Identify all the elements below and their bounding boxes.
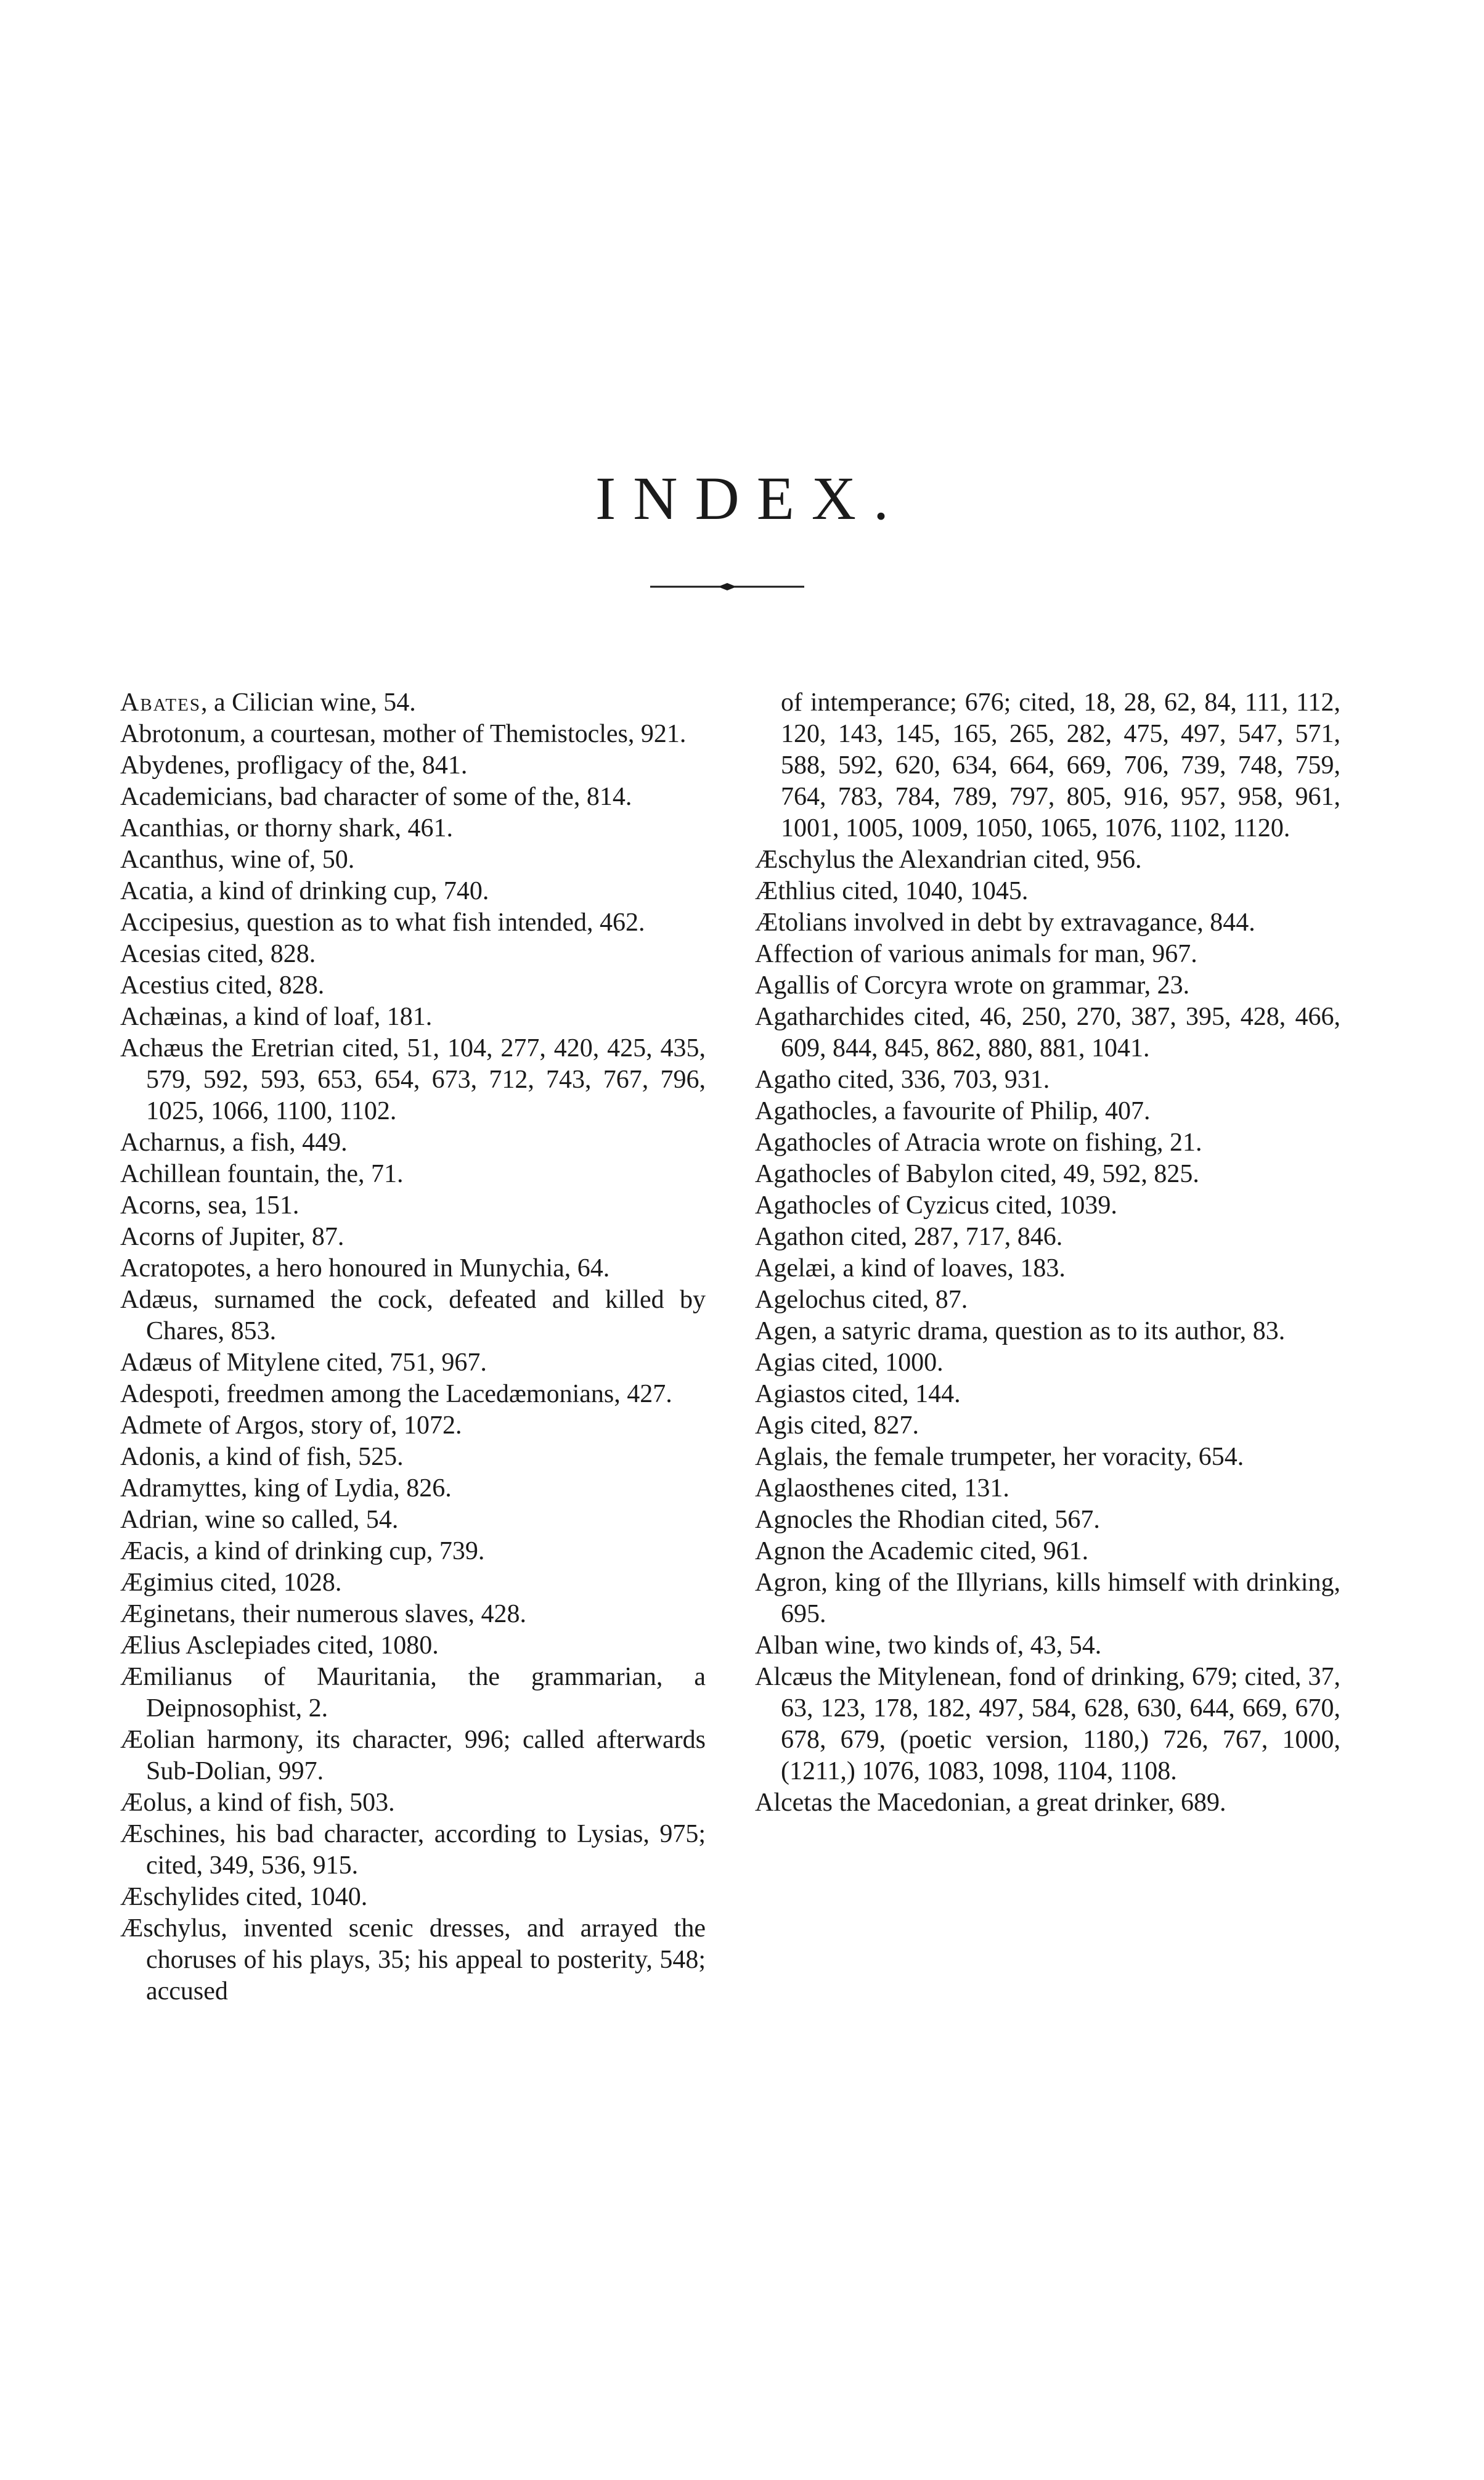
index-entry bbox=[755, 1410, 1340, 1442]
index-entry bbox=[755, 876, 1340, 907]
index-entry-text: Acharnus, a fish, 449. bbox=[120, 1128, 348, 1157]
index-entry-text: of intemperance; 676; cited, 18, 28, 62, 84, 111, 112, 120, 143, 145, 165, 265, 282, 475, 497, 547, 571, 588, 592, 620, 634, 664, 669, 706, 739, 748, 759, 764, 783, 784, 789, 797, 805, 916, 957, 958, 961, 1001, 1005, 1009, 1050, 1065, 1076, 1102, 1120. bbox=[781, 688, 1340, 842]
page-title: INDEX. bbox=[595, 464, 907, 532]
index-entry-text: Acratopotes, a hero honoured in Munychia, 64. bbox=[120, 1254, 610, 1283]
index-entry-text: Agathocles, a favourite of Philip, 407. bbox=[755, 1097, 1151, 1125]
index-entry bbox=[755, 907, 1340, 939]
index-entry-text: Agis cited, 827. bbox=[755, 1411, 919, 1440]
index-entry-text: Alcæus the Mitylenean, fond of drinking, 679; cited, 37, 63, 123, 178, 182, 497, 584, 628, 630, 644, 669, 670, 678, 679, (poetic version, 1180,) 726, 767, 1000, (1211,) 1076, 1083, 1098, 1104, 1108. bbox=[755, 1663, 1340, 1785]
index-entry bbox=[755, 1442, 1340, 1473]
index-entry-text: Acesias cited, 828. bbox=[120, 940, 316, 968]
index-entry bbox=[755, 1536, 1340, 1567]
index-entry-text: Acestius cited, 828. bbox=[120, 971, 325, 1000]
index-entry-text: Alcetas the Macedonian, a great drinker, 689. bbox=[755, 1789, 1226, 1817]
index-entry bbox=[755, 1190, 1340, 1222]
index-entry bbox=[120, 1599, 706, 1630]
index-entry-text: Agnon the Academic cited, 961. bbox=[755, 1537, 1089, 1565]
index-entry-text: , a Cilician wine, 54. bbox=[200, 688, 416, 717]
index-column-left bbox=[120, 687, 706, 2007]
index-entry-text: Acanthias, or thorny shark, 461. bbox=[120, 814, 454, 842]
index-entry bbox=[755, 1662, 1340, 1787]
index-entry-text: Abydenes, profligacy of the, 841. bbox=[120, 751, 468, 780]
title-divider-ornament bbox=[650, 585, 804, 589]
index-entry bbox=[755, 1473, 1340, 1504]
index-entry-text: Æolian harmony, its character, 996; called afterwards Sub-Dolian, 997. bbox=[120, 1726, 706, 1785]
index-entry-text: Æmilianus of Mauritania, the grammarian, a Deipnosophist, 2. bbox=[120, 1663, 706, 1723]
index-entry bbox=[755, 1347, 1340, 1379]
index-entry bbox=[120, 750, 706, 781]
index-entry-text: Acatia, a kind of drinking cup, 740. bbox=[120, 877, 489, 905]
index-entry bbox=[120, 813, 706, 844]
index-entry-text: Agias cited, 1000. bbox=[755, 1348, 944, 1377]
index-entry-text: Achillean fountain, the, 71. bbox=[120, 1160, 404, 1188]
index-entry-text: Adæus, surnamed the cock, defeated and killed by Chares, 853. bbox=[120, 1286, 706, 1345]
index-entry bbox=[120, 1504, 706, 1536]
index-entry bbox=[755, 1064, 1340, 1096]
index-entry-text: Aglaosthenes cited, 131. bbox=[755, 1474, 1009, 1503]
index-entry-text: Acanthus, wine of, 50. bbox=[120, 846, 355, 874]
index-entry-text: Agathon cited, 287, 717, 846. bbox=[755, 1223, 1063, 1251]
index-entry bbox=[120, 1787, 706, 1819]
index-entry-text: Æthlius cited, 1040, 1045. bbox=[755, 877, 1029, 905]
index-entry-text: Acorns of Jupiter, 87. bbox=[120, 1223, 344, 1251]
index-entry bbox=[120, 1819, 706, 1882]
index-entry bbox=[755, 1001, 1340, 1064]
index-entry-text: Achæinas, a kind of loaf, 181. bbox=[120, 1003, 433, 1031]
index-entry bbox=[120, 1724, 706, 1787]
index-entry-text: Agron, king of the Illyrians, kills himself with drinking, 695. bbox=[755, 1568, 1340, 1628]
index-entry bbox=[120, 1001, 706, 1033]
index-entry-text: Adrian, wine so called, 54. bbox=[120, 1506, 399, 1534]
index-entry bbox=[755, 1127, 1340, 1159]
index-entry bbox=[120, 1882, 706, 1913]
index-column-right bbox=[755, 687, 1340, 1819]
index-entry-text: Adramyttes, king of Lydia, 826. bbox=[120, 1474, 452, 1503]
index-entry-text: Agelochus cited, 87. bbox=[755, 1286, 968, 1314]
index-entry-text: Æschylides cited, 1040. bbox=[120, 1883, 368, 1911]
index-entry bbox=[120, 781, 706, 813]
index-entry bbox=[755, 844, 1340, 876]
index-entry bbox=[120, 1410, 706, 1442]
index-entry bbox=[755, 1787, 1340, 1819]
index-entry bbox=[120, 1630, 706, 1662]
index-entry bbox=[755, 1253, 1340, 1284]
index-entry bbox=[120, 1913, 706, 2007]
index-entry bbox=[120, 719, 706, 750]
index-entry-text: Agelæi, a kind of loaves, 183. bbox=[755, 1254, 1066, 1283]
index-entry bbox=[120, 1536, 706, 1567]
index-entry bbox=[120, 1567, 706, 1599]
index-entry bbox=[120, 939, 706, 970]
index-entry-text: Ælius Asclepiades cited, 1080. bbox=[120, 1631, 439, 1660]
index-entry bbox=[120, 1473, 706, 1504]
index-entry bbox=[120, 1033, 706, 1127]
index-entry-text: Alban wine, two kinds of, 43, 54. bbox=[755, 1631, 1102, 1660]
index-entry bbox=[120, 1127, 706, 1159]
index-entry bbox=[755, 687, 1340, 844]
index-entry-text: Adæus of Mitylene cited, 751, 967. bbox=[120, 1348, 487, 1377]
index-entry bbox=[120, 1379, 706, 1410]
index-entry-text: Agallis of Corcyra wrote on grammar, 23. bbox=[755, 971, 1190, 1000]
index-entry bbox=[755, 1567, 1340, 1630]
index-entry-text: Agatho cited, 336, 703, 931. bbox=[755, 1066, 1050, 1094]
index-entry-text: Æschylus the Alexandrian cited, 956. bbox=[755, 846, 1142, 874]
index-entry-text: Agathocles of Atracia wrote on fishing, 21. bbox=[755, 1128, 1202, 1157]
index-entry bbox=[755, 1159, 1340, 1190]
index-entry-text: Academicians, bad character of some of the, 814. bbox=[120, 783, 632, 811]
index-entry bbox=[120, 1284, 706, 1347]
index-entry-text: Æschines, his bad character, according to Lysias, 975; cited, 349, 536, 915. bbox=[120, 1820, 706, 1880]
index-entry-text: Agathocles of Babylon cited, 49, 592, 825. bbox=[755, 1160, 1199, 1188]
index-entry-text: Agen, a satyric drama, question as to its author, 83. bbox=[755, 1317, 1286, 1345]
index-entry-text: Æginetans, their numerous slaves, 428. bbox=[120, 1600, 527, 1628]
index-entry bbox=[120, 1190, 706, 1222]
index-entry-text: Admete of Argos, story of, 1072. bbox=[120, 1411, 462, 1440]
index-entry bbox=[120, 1442, 706, 1473]
index-entry-text: Æacis, a kind of drinking cup, 739. bbox=[120, 1537, 485, 1565]
index-entry-text: Ætolians involved in debt by extravagance, 844. bbox=[755, 908, 1255, 937]
index-entry bbox=[120, 907, 706, 939]
index-entry bbox=[755, 1630, 1340, 1662]
index-entry-headword: Abates bbox=[120, 688, 201, 717]
index-entry-text: Æolus, a kind of fish, 503. bbox=[120, 1789, 395, 1817]
index-entry bbox=[120, 1662, 706, 1724]
index-entry bbox=[120, 970, 706, 1001]
index-entry bbox=[120, 1347, 706, 1379]
index-entry bbox=[120, 876, 706, 907]
index-entry-text: Agatharchides cited, 46, 250, 270, 387, 395, 428, 466, 609, 844, 845, 862, 880, 881, 1041. bbox=[755, 1003, 1340, 1063]
index-entry-text: Agathocles of Cyzicus cited, 1039. bbox=[755, 1191, 1117, 1220]
index-entry-text: Achæus the Eretrian cited, 51, 104, 277, 420, 425, 435, 579, 592, 593, 653, 654, 673, 712, 743, 767, 796, 1025, 1066, 1100, 1102. bbox=[120, 1034, 706, 1125]
index-entry-text: Æschylus, invented scenic dresses, and arrayed the choruses of his plays, 35; his appeal to posterity, 548; accused bbox=[120, 1914, 706, 2005]
index-entry-text: Agiastos cited, 144. bbox=[755, 1380, 961, 1408]
index-entry-text: Adonis, a kind of fish, 525. bbox=[120, 1443, 404, 1471]
index-entry-text: Acorns, sea, 151. bbox=[120, 1191, 300, 1220]
index-entry-text: Abrotonum, a courtesan, mother of Themistocles, 921. bbox=[120, 720, 687, 748]
index-entry bbox=[120, 1159, 706, 1190]
index-entry bbox=[120, 687, 706, 719]
index-entry bbox=[755, 1504, 1340, 1536]
index-entry bbox=[755, 1284, 1340, 1316]
index-entry bbox=[120, 844, 706, 876]
index-entry-text: Agnocles the Rhodian cited, 567. bbox=[755, 1506, 1100, 1534]
index-entry bbox=[755, 970, 1340, 1001]
index-entry-text: Affection of various animals for man, 967. bbox=[755, 940, 1197, 968]
index-entry-text: Ægimius cited, 1028. bbox=[120, 1568, 342, 1597]
index-entry bbox=[755, 1096, 1340, 1127]
index-entry bbox=[120, 1253, 706, 1284]
index-entry bbox=[755, 1379, 1340, 1410]
index-entry-text: Aglais, the female trumpeter, her voracity, 654. bbox=[755, 1443, 1244, 1471]
index-entry bbox=[755, 1222, 1340, 1253]
index-entry-text: Accipesius, question as to what fish intended, 462. bbox=[120, 908, 645, 937]
index-entry bbox=[755, 1316, 1340, 1347]
index-entry bbox=[120, 1222, 706, 1253]
index-entry-text: Adespoti, freedmen among the Lacedæmonians, 427. bbox=[120, 1380, 672, 1408]
index-entry bbox=[755, 939, 1340, 970]
